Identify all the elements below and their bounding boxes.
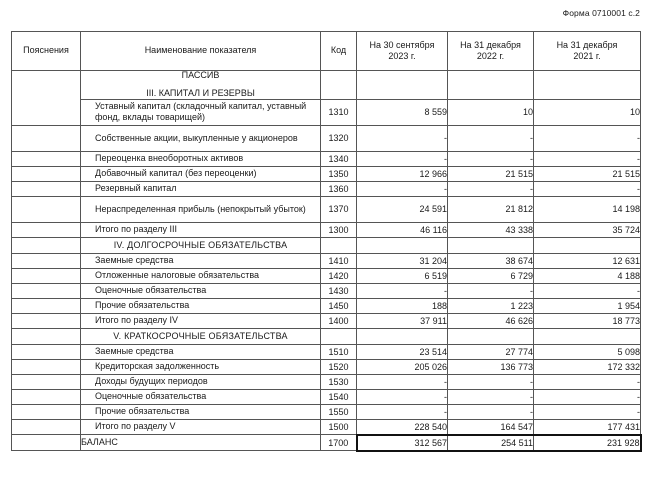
cell-value-section4-2021 xyxy=(534,237,641,253)
row-code-1530: 1530 xyxy=(321,374,357,389)
section5-label: V. КРАТКОСРОЧНЫЕ ОБЯЗАТЕЛЬСТВА xyxy=(81,328,321,344)
row-value-1400-2023: 37 911 xyxy=(357,313,448,328)
row-value-1410-2021: 12 631 xyxy=(534,253,641,268)
cell-value-passiv-2021 xyxy=(534,71,641,100)
header-period-2022-line1: На 31 декабря xyxy=(460,39,521,50)
row-code-1340: 1340 xyxy=(321,151,357,166)
row-code-1370: 1370 xyxy=(321,196,357,222)
row-passiv-banner xyxy=(12,71,641,100)
row-value-1420-2021: 4 188 xyxy=(534,268,641,283)
table-row-total xyxy=(12,419,641,435)
cell-explanations-1530 xyxy=(12,374,81,389)
row-code-1510: 1510 xyxy=(321,344,357,359)
cell-explanations-1500 xyxy=(12,419,81,435)
row-value-1360-2022: - xyxy=(448,181,534,196)
table-row xyxy=(12,374,641,389)
form-code-label: Форма 0710001 с.2 xyxy=(562,8,640,18)
table-row xyxy=(12,344,641,359)
table-row xyxy=(12,181,641,196)
row-value-1500-2023: 228 540 xyxy=(357,419,448,435)
cell-explanations-1410 xyxy=(12,253,81,268)
row-code-1320: 1320 xyxy=(321,125,357,151)
row-label-1430: Оценочные обязательства xyxy=(81,283,321,298)
row-value-1320-2021: - xyxy=(534,125,641,151)
table-row xyxy=(12,389,641,404)
row-value-1550-2021: - xyxy=(534,404,641,419)
cell-explanations-1430 xyxy=(12,283,81,298)
table-row xyxy=(12,196,641,222)
section-header-row-iv xyxy=(12,237,641,253)
row-value-1520-2023: 205 026 xyxy=(357,359,448,374)
row-value-1450-2021: 1 954 xyxy=(534,298,641,313)
cell-value-section4-2022 xyxy=(448,237,534,253)
row-code-1360: 1360 xyxy=(321,181,357,196)
table-row xyxy=(12,359,641,374)
passiv-label: ПАССИВ xyxy=(181,70,220,80)
row-label-1370: Нераспределенная прибыль (непокрытый убыток) xyxy=(81,196,321,222)
row-value-1700-2021: 231 928 xyxy=(534,435,641,451)
table-row xyxy=(12,99,641,125)
row-value-1450-2022: 1 223 xyxy=(448,298,534,313)
cell-explanations-1320 xyxy=(12,125,81,151)
table-row-total xyxy=(12,222,641,237)
header-period-2021-line2: 2021 г. xyxy=(573,51,601,61)
row-value-1350-2021: 21 515 xyxy=(534,166,641,181)
row-value-1540-2021: - xyxy=(534,389,641,404)
row-value-1340-2023: - xyxy=(357,151,448,166)
row-label-1340: Переоценка внеоборотных активов xyxy=(81,151,321,166)
header-explanations: Пояснения xyxy=(12,32,81,71)
row-code-1450: 1450 xyxy=(321,298,357,313)
row-value-1300-2021: 35 724 xyxy=(534,222,641,237)
row-label-1450: Прочие обязательства xyxy=(81,298,321,313)
section4-label: IV. ДОЛГОСРОЧНЫЕ ОБЯЗАТЕЛЬСТВА xyxy=(81,237,321,253)
cell-explanations-1510 xyxy=(12,344,81,359)
row-value-1450-2023: 188 xyxy=(357,298,448,313)
cell-explanations-1350 xyxy=(12,166,81,181)
row-value-1550-2022: - xyxy=(448,404,534,419)
header-code: Код xyxy=(321,32,357,71)
table-row xyxy=(12,166,641,181)
cell-code-section5 xyxy=(321,328,357,344)
section3-label: III. КАПИТАЛ И РЕЗЕРВЫ xyxy=(146,88,255,99)
row-code-1550: 1550 xyxy=(321,404,357,419)
row-label-1520: Кредиторская задолженность xyxy=(81,359,321,374)
section-header-row-v xyxy=(12,328,641,344)
table-row xyxy=(12,283,641,298)
row-value-1400-2022: 46 626 xyxy=(448,313,534,328)
row-value-1410-2022: 38 674 xyxy=(448,253,534,268)
cell-value-section5-2023 xyxy=(357,328,448,344)
row-label-1350: Добавочный капитал (без переоценки) xyxy=(81,166,321,181)
cell-explanations-1450 xyxy=(12,298,81,313)
table-row xyxy=(12,253,641,268)
row-code-1310: 1310 xyxy=(321,99,357,125)
row-value-1540-2022: - xyxy=(448,389,534,404)
cell-explanations-1400 xyxy=(12,313,81,328)
cell-passiv-title xyxy=(81,71,321,100)
row-label-1310: Уставный капитал (складочный капитал, уставный фонд, вклады товарищей) xyxy=(81,99,321,125)
row-value-1320-2023: - xyxy=(357,125,448,151)
row-value-1340-2021: - xyxy=(534,151,641,166)
row-label-1550: Прочие обязательства xyxy=(81,404,321,419)
row-label-1410: Заемные средства xyxy=(81,253,321,268)
cell-explanations-passiv xyxy=(12,71,81,126)
row-value-1340-2022: - xyxy=(448,151,534,166)
row-code-1540: 1540 xyxy=(321,389,357,404)
cell-value-section5-2021 xyxy=(534,328,641,344)
header-period-2022-line2: 2022 г. xyxy=(476,51,505,61)
row-value-1510-2023: 23 514 xyxy=(357,344,448,359)
table-header-row xyxy=(12,32,641,71)
row-code-1410: 1410 xyxy=(321,253,357,268)
row-value-1300-2022: 43 338 xyxy=(448,222,534,237)
row-value-1370-2022: 21 812 xyxy=(448,196,534,222)
row-label-1320: Собственные акции, выкупленные у акционеров xyxy=(81,125,321,151)
header-period-2023 xyxy=(357,32,448,71)
cell-explanations-1520 xyxy=(12,359,81,374)
row-value-1530-2023: - xyxy=(357,374,448,389)
cell-explanations-1300 xyxy=(12,222,81,237)
row-label-1530: Доходы будущих периодов xyxy=(81,374,321,389)
cell-explanations-1540 xyxy=(12,389,81,404)
table-row xyxy=(12,268,641,283)
row-code-1700: 1700 xyxy=(321,435,357,451)
cell-explanations-1550 xyxy=(12,404,81,419)
row-value-1360-2021: - xyxy=(534,181,641,196)
row-label-1500: Итого по разделу V xyxy=(81,419,321,435)
cell-value-section5-2022 xyxy=(448,328,534,344)
row-value-1550-2023: - xyxy=(357,404,448,419)
row-label-1420: Отложенные налоговые обязательства xyxy=(81,268,321,283)
row-value-1500-2021: 177 431 xyxy=(534,419,641,435)
row-value-1510-2021: 5 098 xyxy=(534,344,641,359)
row-value-1300-2023: 46 116 xyxy=(357,222,448,237)
row-label-1540: Оценочные обязательства xyxy=(81,389,321,404)
table-row-total xyxy=(12,313,641,328)
row-value-1420-2023: 6 519 xyxy=(357,268,448,283)
header-period-2023-line2: 2023 г. xyxy=(388,51,416,61)
table-row-balance xyxy=(12,435,641,451)
row-value-1500-2022: 164 547 xyxy=(448,419,534,435)
table-row xyxy=(12,151,641,166)
table-row xyxy=(12,404,641,419)
table-row xyxy=(12,298,641,313)
cell-explanations-1420 xyxy=(12,268,81,283)
header-period-2022 xyxy=(448,32,534,71)
cell-code-passiv xyxy=(321,71,357,100)
row-label-1510: Заемные средства xyxy=(81,344,321,359)
row-value-1700-2023: 312 567 xyxy=(357,435,448,451)
row-value-1520-2021: 172 332 xyxy=(534,359,641,374)
row-code-1350: 1350 xyxy=(321,166,357,181)
row-value-1350-2023: 12 966 xyxy=(357,166,448,181)
cell-explanations-1370 xyxy=(12,196,81,222)
row-value-1310-2023: 8 559 xyxy=(357,99,448,125)
row-code-1500: 1500 xyxy=(321,419,357,435)
row-value-1430-2021: - xyxy=(534,283,641,298)
row-value-1700-2022: 254 511 xyxy=(448,435,534,451)
row-value-1320-2022: - xyxy=(448,125,534,151)
header-period-2021 xyxy=(534,32,641,71)
row-value-1400-2021: 18 773 xyxy=(534,313,641,328)
row-code-1400: 1400 xyxy=(321,313,357,328)
row-value-1360-2023: - xyxy=(357,181,448,196)
cell-explanations-1700 xyxy=(12,435,81,451)
row-value-1350-2022: 21 515 xyxy=(448,166,534,181)
row-label-1400: Итого по разделу IV xyxy=(81,313,321,328)
cell-value-passiv-2022 xyxy=(448,71,534,100)
row-value-1540-2023: - xyxy=(357,389,448,404)
row-code-1430: 1430 xyxy=(321,283,357,298)
cell-explanations-1360 xyxy=(12,181,81,196)
cell-value-section4-2023 xyxy=(357,237,448,253)
cell-explanations-section5 xyxy=(12,328,81,344)
cell-value-passiv-2023 xyxy=(357,71,448,100)
header-period-2021-line1: На 31 декабря xyxy=(556,39,618,50)
balance-sheet-liabilities xyxy=(11,31,640,452)
row-label-1300: Итого по разделу III xyxy=(81,222,321,237)
row-value-1420-2022: 6 729 xyxy=(448,268,534,283)
row-value-1520-2022: 136 773 xyxy=(448,359,534,374)
row-value-1310-2021: 10 xyxy=(534,99,641,125)
cell-explanations-1340 xyxy=(12,151,81,166)
row-code-1420: 1420 xyxy=(321,268,357,283)
header-indicator-name: Наименование показателя xyxy=(81,32,321,71)
row-value-1410-2023: 31 204 xyxy=(357,253,448,268)
row-label-1700: БАЛАНС xyxy=(81,435,321,451)
row-value-1530-2021: - xyxy=(534,374,641,389)
row-value-1370-2021: 14 198 xyxy=(534,196,641,222)
row-value-1430-2023: - xyxy=(357,283,448,298)
row-value-1430-2022: - xyxy=(448,283,534,298)
row-value-1530-2022: - xyxy=(448,374,534,389)
row-label-1360: Резервный капитал xyxy=(81,181,321,196)
row-code-1520: 1520 xyxy=(321,359,357,374)
row-code-1300: 1300 xyxy=(321,222,357,237)
row-value-1510-2022: 27 774 xyxy=(448,344,534,359)
balance-table xyxy=(11,31,642,452)
header-period-2023-line1: На 30 сентября xyxy=(369,39,435,50)
cell-explanations-section4 xyxy=(12,237,81,253)
row-value-1370-2023: 24 591 xyxy=(357,196,448,222)
cell-code-section4 xyxy=(321,237,357,253)
row-value-1310-2022: 10 xyxy=(448,99,534,125)
table-row xyxy=(12,125,641,151)
